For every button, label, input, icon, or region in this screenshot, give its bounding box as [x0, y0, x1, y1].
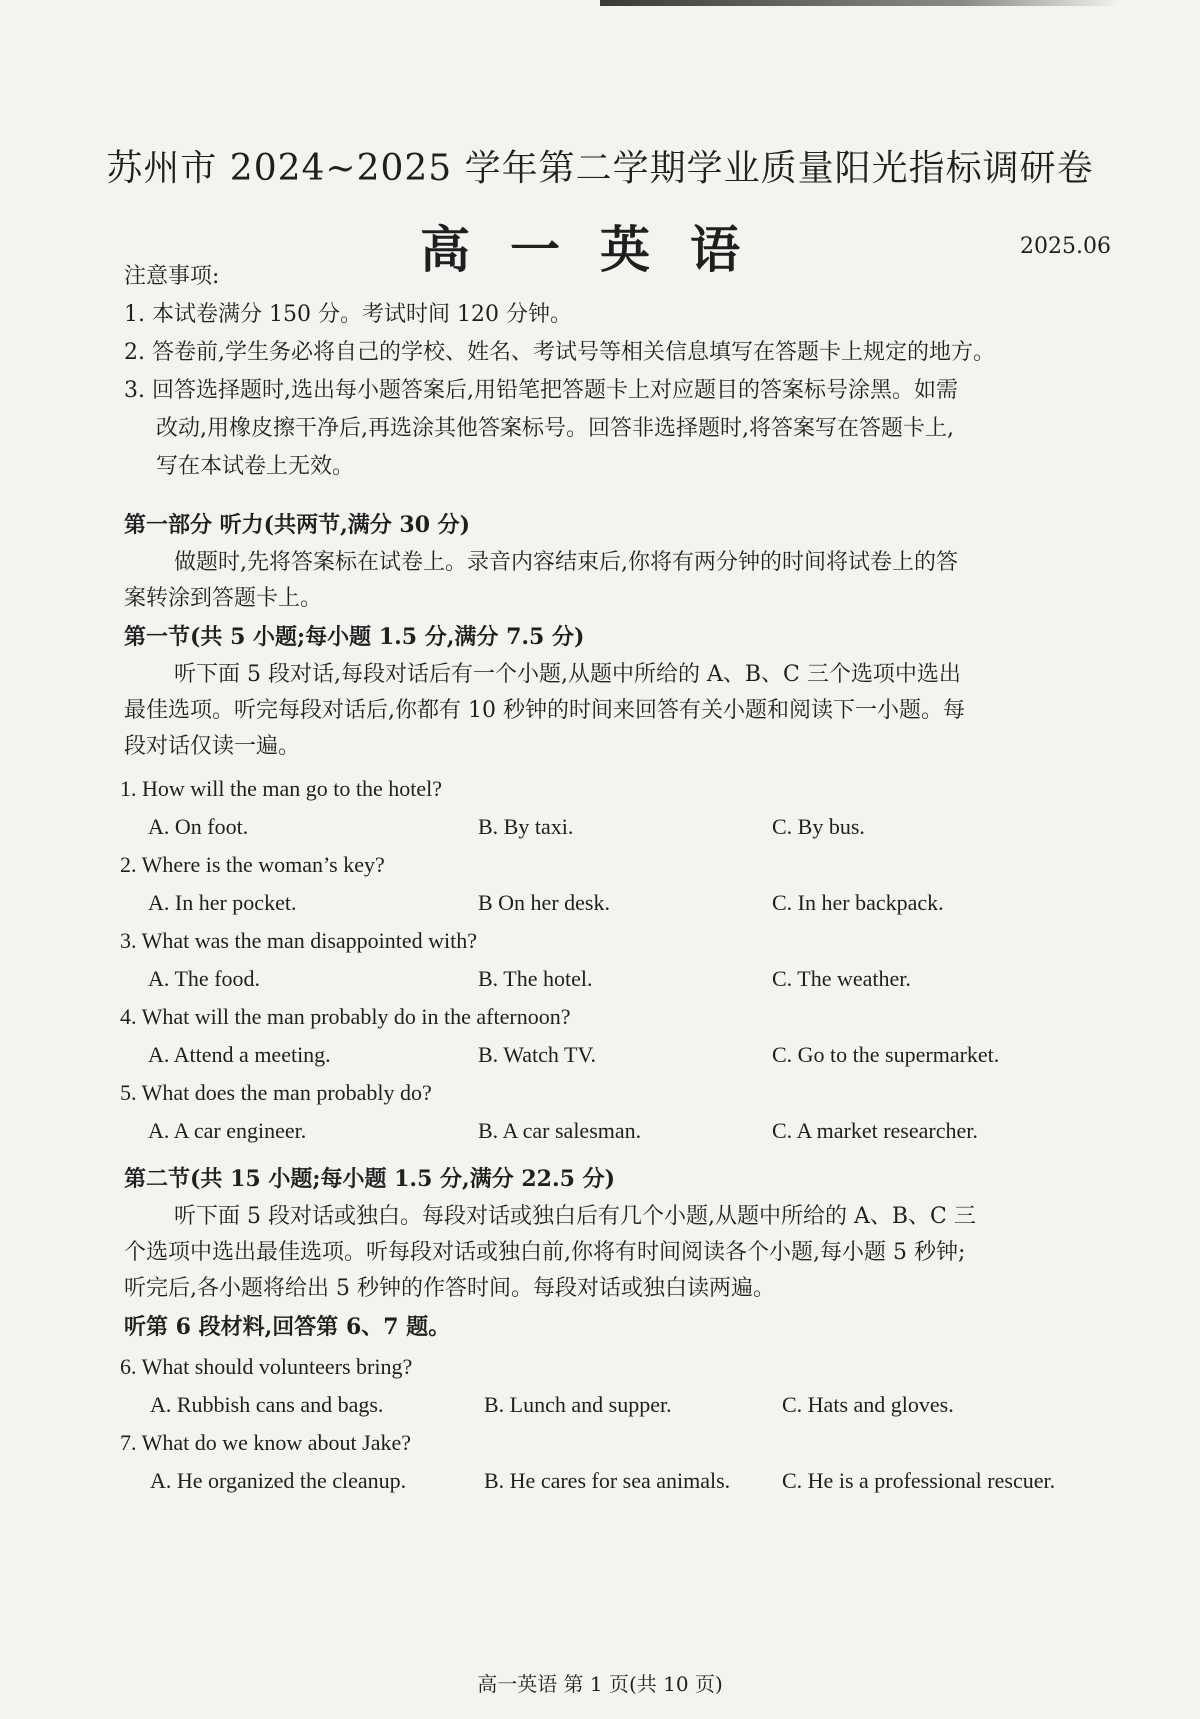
- section2-intro: 听下面 5 段对话或独白。每段对话或独白后有几个小题,从题中所给的 A、B、C 三: [174, 1204, 976, 1229]
- notice-item: 1. 本试卷满分 150 分。考试时间 120 分钟。: [124, 302, 572, 327]
- option-c: C. The weather.: [772, 966, 911, 991]
- question-stem: 5. What does the man probably do?: [120, 1080, 432, 1105]
- subject-title: 高一英语: [420, 220, 780, 279]
- question-stem: 7. What do we know about Jake?: [120, 1430, 412, 1455]
- question-stem: 4. What will the man probably do in the afternoon?: [120, 1004, 571, 1029]
- option-a: A. On foot.: [148, 814, 249, 839]
- option-c: C. A market researcher.: [772, 1118, 978, 1143]
- notice-item: 改动,用橡皮擦干净后,再选涂其他答案标号。回答非选择题时,将答案写在答题卡上,: [156, 416, 954, 441]
- scan-edge-shadow: [600, 0, 1120, 6]
- option-a: A. He organized the cleanup.: [150, 1468, 407, 1493]
- part1-heading: 第一部分 听力(共两节,满分 30 分): [124, 512, 471, 538]
- option-c: C. By bus.: [772, 814, 865, 839]
- question-stem: 3. What was the man disappointed with?: [120, 928, 478, 953]
- exam-title: 苏州市 2024~2025 学年第二学期学业质量阳光指标调研卷: [106, 148, 1094, 189]
- option-a: A. Rubbish cans and bags.: [150, 1392, 384, 1417]
- option-a: A. The food.: [148, 966, 261, 991]
- part1-intro: 做题时,先将答案标在试卷上。录音内容结束后,你将有两分钟的时间将试卷上的答: [174, 550, 958, 575]
- option-c: C. In her backpack.: [772, 890, 944, 915]
- section1-intro: 听下面 5 段对话,每段对话后有一个小题,从题中所给的 A、B、C 三个选项中选出: [174, 662, 961, 687]
- notice-heading: 注意事项:: [124, 264, 220, 289]
- option-b: B. By taxi.: [478, 814, 574, 839]
- section1-heading: 第一节(共 5 小题;每小题 1.5 分,满分 7.5 分): [124, 624, 585, 650]
- option-a: A. A car engineer.: [148, 1118, 307, 1143]
- notice-item: 写在本试卷上无效。: [156, 454, 355, 479]
- option-c: C. He is a professional rescuer.: [782, 1468, 1056, 1493]
- page-footer: 高一英语 第 1 页(共 10 页): [477, 1672, 723, 1696]
- section2-intro: 个选项中选出最佳选项。听每段对话或独白前,你将有时间阅读各个小题,每小题 5 秒钟;: [124, 1240, 966, 1265]
- option-c: C. Go to the supermarket.: [772, 1042, 1000, 1067]
- option-a: A. In her pocket.: [148, 890, 297, 915]
- section2-heading: 第二节(共 15 小题;每小题 1.5 分,满分 22.5 分): [124, 1166, 616, 1192]
- option-a: A. Attend a meeting.: [148, 1042, 331, 1067]
- option-b: B. Watch TV.: [478, 1042, 597, 1067]
- section1-intro: 最佳选项。听完每段对话后,你都有 10 秒钟的时间来回答有关小题和阅读下一小题。每: [124, 698, 965, 723]
- option-c: C. Hats and gloves.: [782, 1392, 954, 1417]
- option-b: B. Lunch and supper.: [484, 1392, 672, 1417]
- material-note: 听第 6 段材料,回答第 6、7 题。: [124, 1314, 451, 1340]
- option-b: B. The hotel.: [478, 966, 593, 991]
- exam-date: 2025.06: [1020, 234, 1111, 259]
- question-stem: 2. Where is the woman’s key?: [120, 852, 385, 877]
- part1-intro: 案转涂到答题卡上。: [124, 586, 323, 611]
- section2-intro: 听完后,各小题将给出 5 秒钟的作答时间。每段对话或独白读两遍。: [124, 1276, 775, 1301]
- option-b: B. He cares for sea animals.: [484, 1468, 731, 1493]
- notice-item: 2. 答卷前,学生务必将自己的学校、姓名、考试号等相关信息填写在答题卡上规定的地方。: [124, 340, 995, 365]
- section1-intro: 段对话仅读一遍。: [124, 734, 301, 759]
- notice-item: 3. 回答选择题时,选出每小题答案后,用铅笔把答题卡上对应题目的答案标号涂黑。如需: [124, 378, 958, 403]
- option-b: B On her desk.: [478, 890, 610, 915]
- question-stem: 6. What should volunteers bring?: [120, 1354, 413, 1379]
- question-stem: 1. How will the man go to the hotel?: [120, 776, 442, 801]
- option-b: B. A car salesman.: [478, 1118, 642, 1143]
